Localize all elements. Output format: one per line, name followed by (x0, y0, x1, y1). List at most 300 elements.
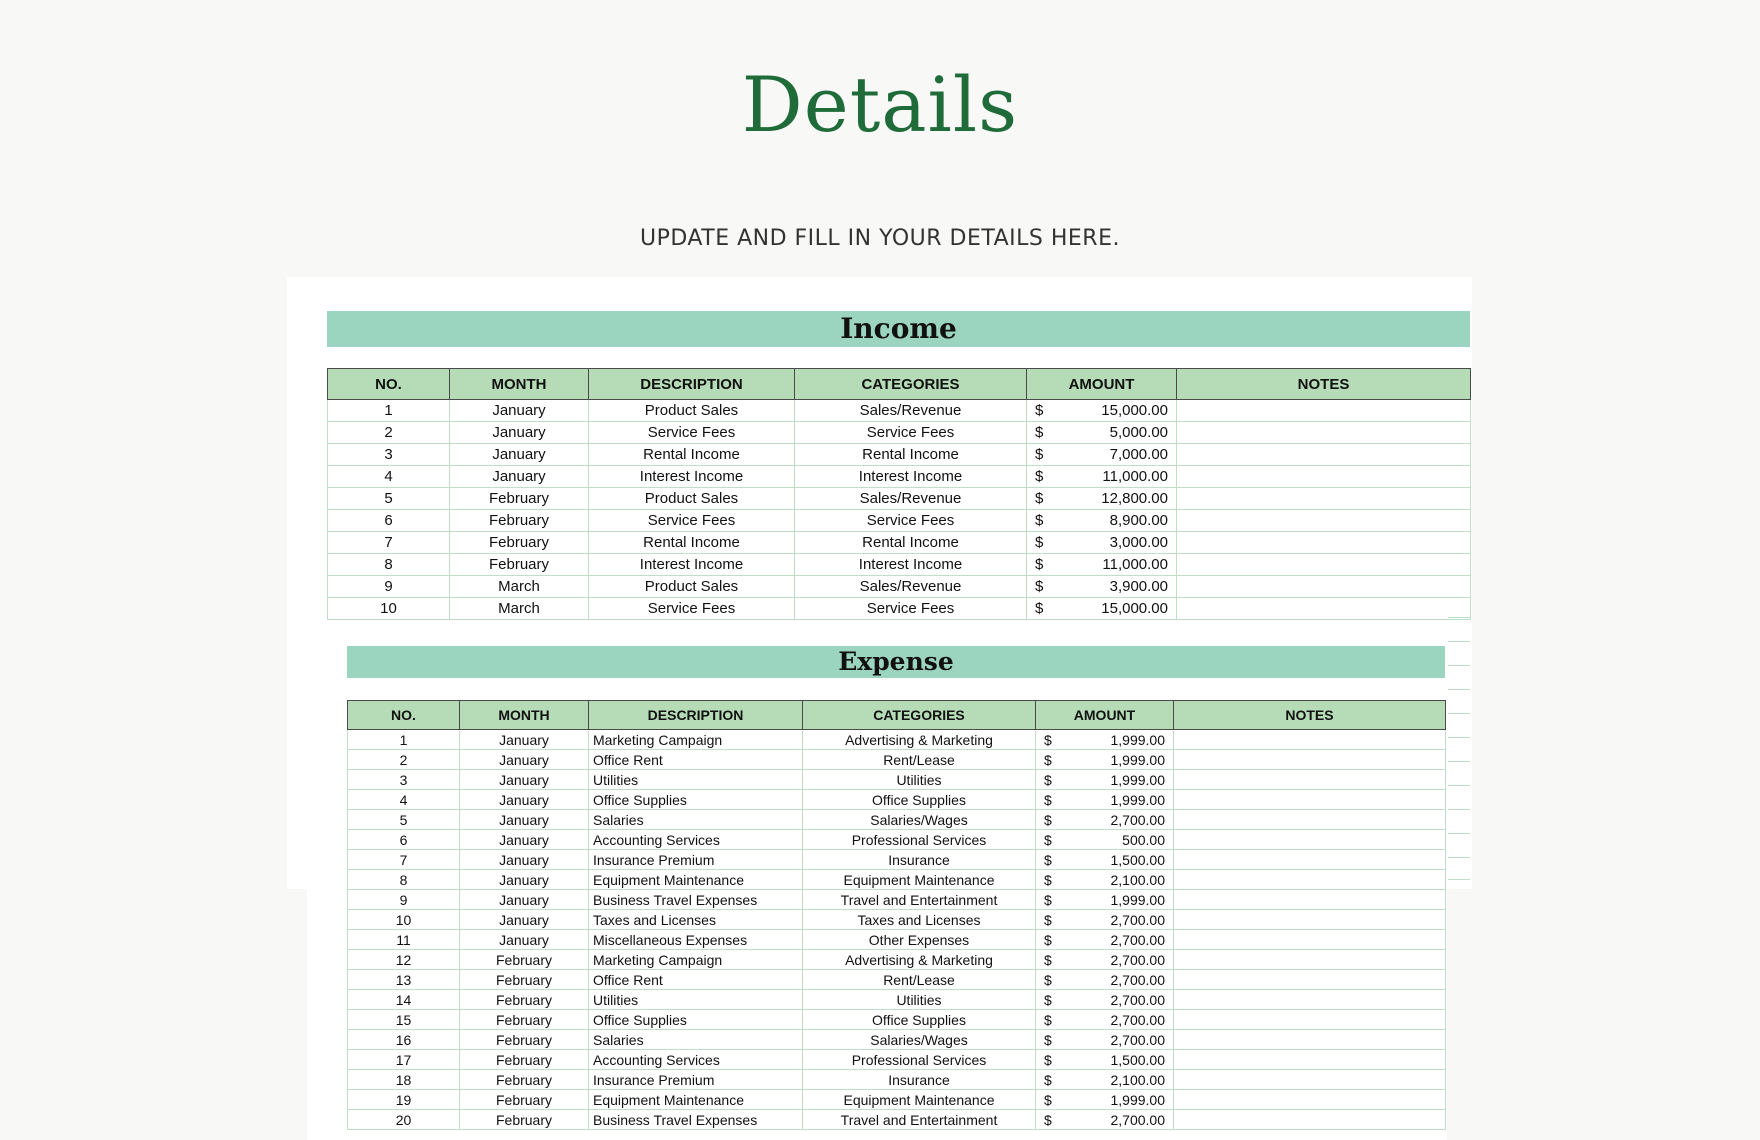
income-table (327, 368, 1471, 620)
table-row (348, 990, 1446, 1010)
amount-value: 11,000.00 (1102, 468, 1168, 485)
cell-notes[interactable] (1174, 910, 1446, 930)
currency-symbol: $ (1035, 446, 1044, 463)
amount-value: 1,999.00 (1110, 1091, 1165, 1108)
cell-amount[interactable] (1036, 1090, 1174, 1110)
cell-description[interactable]: Rental Income (589, 444, 795, 466)
cell-amount[interactable] (1036, 870, 1174, 890)
amount-value: 1,999.00 (1110, 731, 1165, 748)
table-row (348, 730, 1446, 750)
cell-description[interactable]: Office Supplies (589, 1010, 803, 1030)
currency-symbol: $ (1044, 1071, 1052, 1088)
cell-month[interactable]: February (460, 1030, 589, 1050)
cell-category[interactable]: Utilities (803, 990, 1036, 1010)
cell-no[interactable]: 7 (348, 850, 460, 870)
grid-line (1448, 617, 1470, 618)
cell-no[interactable]: 1 (328, 400, 450, 422)
cell-amount[interactable] (1036, 1070, 1174, 1090)
amount-value: 1,999.00 (1110, 771, 1165, 788)
cell-no[interactable]: 9 (348, 890, 460, 910)
table-row (348, 750, 1446, 770)
cell-notes[interactable] (1174, 830, 1446, 850)
column-header-month: MONTH (460, 701, 589, 730)
currency-symbol: $ (1035, 534, 1044, 551)
currency-symbol: $ (1035, 402, 1044, 419)
cell-description[interactable]: Office Rent (589, 970, 803, 990)
cell-amount[interactable] (1036, 770, 1174, 790)
cell-month[interactable]: February (460, 970, 589, 990)
cell-no[interactable]: 4 (328, 466, 450, 488)
cell-month[interactable]: January (460, 870, 589, 890)
currency-symbol: $ (1044, 751, 1052, 768)
amount-value: 2,700.00 (1110, 1111, 1165, 1128)
cell-category[interactable]: Rental Income (795, 532, 1027, 554)
cell-no[interactable]: 5 (348, 810, 460, 830)
cell-amount[interactable] (1036, 1010, 1174, 1030)
cell-category[interactable]: Office Supplies (803, 790, 1036, 810)
cell-notes[interactable] (1177, 598, 1471, 620)
table-row (348, 970, 1446, 990)
cell-category[interactable]: Professional Services (803, 830, 1036, 850)
cell-notes[interactable] (1174, 730, 1446, 750)
cell-no[interactable]: 10 (348, 910, 460, 930)
column-header-notes: NOTES (1177, 369, 1471, 400)
cell-category[interactable]: Sales/Revenue (795, 488, 1027, 510)
cell-category[interactable]: Interest Income (795, 466, 1027, 488)
table-row (348, 1110, 1446, 1130)
cell-no[interactable]: 19 (348, 1090, 460, 1110)
cell-amount[interactable] (1036, 730, 1174, 750)
cell-category[interactable]: Salaries/Wages (803, 1030, 1036, 1050)
cell-month[interactable]: February (450, 488, 589, 510)
currency-symbol: $ (1044, 851, 1052, 868)
cell-description[interactable]: Insurance Premium (589, 1070, 803, 1090)
amount-value: 3,900.00 (1109, 578, 1168, 595)
expense-header-row (348, 701, 1446, 730)
cell-category[interactable]: Service Fees (795, 510, 1027, 532)
cell-notes[interactable] (1174, 990, 1446, 1010)
grid-line (1448, 785, 1470, 786)
table-row (348, 830, 1446, 850)
grid-line (1448, 737, 1470, 738)
amount-value: 2,700.00 (1110, 971, 1165, 988)
amount-value: 2,700.00 (1110, 1031, 1165, 1048)
cell-month[interactable]: January (460, 910, 589, 930)
amount-value: 2,700.00 (1110, 911, 1165, 928)
cell-month[interactable]: March (450, 576, 589, 598)
cell-no[interactable]: 20 (348, 1110, 460, 1130)
cell-month[interactable]: January (450, 400, 589, 422)
table-row (348, 930, 1446, 950)
cell-notes[interactable] (1174, 1050, 1446, 1070)
cell-description[interactable]: Service Fees (589, 422, 795, 444)
cell-month[interactable]: January (460, 930, 589, 950)
cell-notes[interactable] (1177, 444, 1471, 466)
cell-no[interactable]: 6 (348, 830, 460, 850)
currency-symbol: $ (1044, 931, 1052, 948)
currency-symbol: $ (1044, 1031, 1052, 1048)
cell-notes[interactable] (1174, 1070, 1446, 1090)
table-row (328, 598, 1471, 620)
currency-symbol: $ (1035, 578, 1044, 595)
cell-category[interactable]: Salaries/Wages (803, 810, 1036, 830)
cell-notes[interactable] (1177, 400, 1471, 422)
currency-symbol: $ (1044, 871, 1052, 888)
grid-line (1448, 641, 1470, 642)
grid-line (1448, 857, 1470, 858)
cell-notes[interactable] (1174, 810, 1446, 830)
column-header-amount: AMOUNT (1027, 369, 1177, 400)
cell-notes[interactable] (1174, 1090, 1446, 1110)
cell-no[interactable]: 14 (348, 990, 460, 1010)
amount-value: 2,100.00 (1110, 871, 1165, 888)
currency-symbol: $ (1044, 1111, 1052, 1128)
cell-description[interactable]: Interest Income (589, 554, 795, 576)
cell-notes[interactable] (1174, 890, 1446, 910)
cell-month[interactable]: March (450, 598, 589, 620)
column-header-categories: CATEGORIES (803, 701, 1036, 730)
cell-amount[interactable] (1027, 510, 1177, 532)
cell-category[interactable]: Equipment Maintenance (803, 1090, 1036, 1110)
currency-symbol: $ (1044, 1091, 1052, 1108)
cell-category[interactable]: Advertising & Marketing (803, 950, 1036, 970)
table-row (348, 870, 1446, 890)
cell-amount[interactable] (1036, 830, 1174, 850)
cell-month[interactable]: February (460, 1050, 589, 1070)
cell-amount[interactable] (1027, 598, 1177, 620)
column-header-amount: AMOUNT (1036, 701, 1174, 730)
cell-category[interactable]: Travel and Entertainment (803, 890, 1036, 910)
cell-notes[interactable] (1174, 970, 1446, 990)
cell-description[interactable]: Accounting Services (589, 830, 803, 850)
currency-symbol: $ (1044, 1051, 1052, 1068)
cell-month[interactable]: February (460, 950, 589, 970)
currency-symbol: $ (1044, 1011, 1052, 1028)
cell-no[interactable]: 6 (328, 510, 450, 532)
cell-amount[interactable] (1036, 930, 1174, 950)
currency-symbol: $ (1035, 600, 1044, 617)
currency-symbol: $ (1035, 468, 1044, 485)
cell-amount[interactable] (1036, 950, 1174, 970)
table-row (328, 532, 1471, 554)
currency-symbol: $ (1035, 512, 1044, 529)
cell-amount[interactable] (1027, 400, 1177, 422)
amount-value: 15,000.00 (1101, 600, 1168, 617)
amount-value: 1,500.00 (1110, 851, 1165, 868)
grid-line (1448, 689, 1470, 690)
amount-value: 500.00 (1122, 831, 1165, 848)
amount-value: 3,000.00 (1109, 534, 1168, 551)
cell-notes[interactable] (1174, 1010, 1446, 1030)
currency-symbol: $ (1044, 951, 1052, 968)
currency-symbol: $ (1044, 971, 1052, 988)
grid-line (1448, 809, 1470, 810)
amount-value: 2,700.00 (1110, 931, 1165, 948)
cell-category[interactable]: Advertising & Marketing (803, 730, 1036, 750)
cell-amount[interactable] (1036, 1110, 1174, 1130)
cell-month[interactable]: February (460, 1110, 589, 1130)
grid-line (1448, 879, 1470, 880)
cell-notes[interactable] (1174, 750, 1446, 770)
table-row (348, 1030, 1446, 1050)
cell-amount[interactable] (1036, 1050, 1174, 1070)
cell-month[interactable]: January (460, 850, 589, 870)
cell-month[interactable]: February (450, 510, 589, 532)
cell-month[interactable]: January (450, 466, 589, 488)
cell-amount[interactable] (1027, 422, 1177, 444)
grid-line (1448, 761, 1470, 762)
cell-amount[interactable] (1027, 554, 1177, 576)
cell-no[interactable]: 3 (348, 770, 460, 790)
cell-description[interactable]: Marketing Campaign (589, 950, 803, 970)
cell-category[interactable]: Insurance (803, 850, 1036, 870)
amount-value: 11,000.00 (1102, 556, 1168, 573)
income-heading: Income (327, 311, 1470, 347)
cell-month[interactable]: January (460, 790, 589, 810)
page-subtitle: UPDATE AND FILL IN YOUR DETAILS HERE. (639, 226, 1120, 251)
cell-category[interactable]: Rent/Lease (803, 750, 1036, 770)
amount-value: 15,000.00 (1101, 402, 1168, 419)
cell-category[interactable]: Service Fees (795, 598, 1027, 620)
cell-category[interactable]: Office Supplies (803, 1010, 1036, 1030)
column-header-description: DESCRIPTION (589, 369, 795, 400)
cell-category[interactable]: Rental Income (795, 444, 1027, 466)
cell-no[interactable]: 3 (328, 444, 450, 466)
cell-month[interactable]: February (460, 990, 589, 1010)
cell-description[interactable]: Insurance Premium (589, 850, 803, 870)
currency-symbol: $ (1035, 556, 1044, 573)
cell-description[interactable]: Marketing Campaign (589, 730, 803, 750)
cell-description[interactable]: Office Supplies (589, 790, 803, 810)
table-row (328, 576, 1471, 598)
cell-description[interactable]: Product Sales (589, 488, 795, 510)
table-row (348, 950, 1446, 970)
cell-amount[interactable] (1036, 810, 1174, 830)
cell-notes[interactable] (1177, 554, 1471, 576)
cell-notes[interactable] (1174, 950, 1446, 970)
cell-no[interactable]: 7 (328, 532, 450, 554)
cell-month[interactable]: February (460, 1070, 589, 1090)
column-header-description: DESCRIPTION (589, 701, 803, 730)
cell-description[interactable]: Product Sales (589, 576, 795, 598)
table-row (348, 890, 1446, 910)
cell-description[interactable]: Utilities (589, 990, 803, 1010)
cell-notes[interactable] (1177, 466, 1471, 488)
cell-amount[interactable] (1027, 444, 1177, 466)
cell-notes[interactable] (1174, 870, 1446, 890)
cell-month[interactable]: February (450, 532, 589, 554)
table-row (348, 910, 1446, 930)
cell-amount[interactable] (1036, 850, 1174, 870)
cell-month[interactable]: February (460, 1090, 589, 1110)
cell-category[interactable]: Travel and Entertainment (803, 1110, 1036, 1130)
cell-no[interactable]: 16 (348, 1030, 460, 1050)
grid-line (1448, 833, 1470, 834)
cell-description[interactable]: Service Fees (589, 598, 795, 620)
cell-month[interactable]: January (460, 890, 589, 910)
table-row (328, 466, 1471, 488)
table-row (328, 400, 1471, 422)
amount-value: 2,100.00 (1110, 1071, 1165, 1088)
cell-month[interactable]: January (460, 770, 589, 790)
grid-line (1448, 665, 1470, 666)
currency-symbol: $ (1035, 490, 1044, 507)
cell-no[interactable]: 5 (328, 488, 450, 510)
cell-month[interactable]: January (450, 422, 589, 444)
table-row (348, 810, 1446, 830)
currency-symbol: $ (1044, 831, 1052, 848)
amount-value: 1,999.00 (1110, 891, 1165, 908)
cell-notes[interactable] (1177, 576, 1471, 598)
cell-category[interactable]: Interest Income (795, 554, 1027, 576)
cell-no[interactable]: 8 (348, 870, 460, 890)
amount-value: 2,700.00 (1110, 811, 1165, 828)
expense-heading: Expense (347, 646, 1445, 678)
column-header-notes: NOTES (1174, 701, 1446, 730)
column-header-no: NO. (328, 369, 450, 400)
cell-month[interactable]: January (460, 750, 589, 770)
currency-symbol: $ (1044, 731, 1052, 748)
currency-symbol: $ (1044, 891, 1052, 908)
cell-no[interactable]: 8 (328, 554, 450, 576)
cell-notes[interactable] (1174, 790, 1446, 810)
table-row (348, 1010, 1446, 1030)
cell-category[interactable]: Professional Services (803, 1050, 1036, 1070)
cell-notes[interactable] (1174, 1110, 1446, 1130)
cell-category[interactable]: Sales/Revenue (795, 576, 1027, 598)
cell-category[interactable]: Equipment Maintenance (803, 870, 1036, 890)
cell-category[interactable]: Sales/Revenue (795, 400, 1027, 422)
cell-description[interactable]: Salaries (589, 1030, 803, 1050)
table-row (348, 1050, 1446, 1070)
currency-symbol: $ (1035, 424, 1044, 441)
cell-amount[interactable] (1027, 576, 1177, 598)
cell-notes[interactable] (1177, 510, 1471, 532)
cell-no[interactable]: 2 (328, 422, 450, 444)
table-row (328, 444, 1471, 466)
currency-symbol: $ (1044, 911, 1052, 928)
cell-amount[interactable] (1027, 488, 1177, 510)
cell-no[interactable]: 4 (348, 790, 460, 810)
cell-no[interactable]: 12 (348, 950, 460, 970)
cell-category[interactable]: Utilities (803, 770, 1036, 790)
cell-description[interactable]: Salaries (589, 810, 803, 830)
page-title: Details (741, 60, 1019, 149)
cell-description[interactable]: Office Rent (589, 750, 803, 770)
amount-value: 8,900.00 (1109, 512, 1168, 529)
cell-notes[interactable] (1174, 850, 1446, 870)
cell-notes[interactable] (1177, 422, 1471, 444)
amount-value: 1,999.00 (1110, 791, 1165, 808)
cell-description[interactable]: Rental Income (589, 532, 795, 554)
column-header-categories: CATEGORIES (795, 369, 1027, 400)
cell-amount[interactable] (1036, 990, 1174, 1010)
cell-amount[interactable] (1036, 890, 1174, 910)
cell-no[interactable]: 18 (348, 1070, 460, 1090)
amount-value: 7,000.00 (1109, 446, 1168, 463)
currency-symbol: $ (1044, 791, 1052, 808)
table-row (348, 1070, 1446, 1090)
cell-category[interactable]: Service Fees (795, 422, 1027, 444)
cell-no[interactable]: 2 (348, 750, 460, 770)
cell-no[interactable]: 10 (328, 598, 450, 620)
cell-no[interactable]: 11 (348, 930, 460, 950)
cell-month[interactable]: January (460, 810, 589, 830)
cell-amount[interactable] (1027, 532, 1177, 554)
cell-amount[interactable] (1036, 910, 1174, 930)
cell-month[interactable]: February (450, 554, 589, 576)
cell-amount[interactable] (1027, 466, 1177, 488)
cell-notes[interactable] (1177, 532, 1471, 554)
currency-symbol: $ (1044, 771, 1052, 788)
cell-description[interactable]: Equipment Maintenance (589, 1090, 803, 1110)
cell-month[interactable]: January (460, 730, 589, 750)
cell-no[interactable]: 9 (328, 576, 450, 598)
table-row (328, 554, 1471, 576)
cell-amount[interactable] (1036, 1030, 1174, 1050)
amount-value: 1,500.00 (1110, 1051, 1165, 1068)
cell-notes[interactable] (1177, 488, 1471, 510)
cell-no[interactable]: 15 (348, 1010, 460, 1030)
cell-month[interactable]: January (450, 444, 589, 466)
table-row (348, 1090, 1446, 1110)
cell-no[interactable]: 1 (348, 730, 460, 750)
amount-value: 1,999.00 (1110, 751, 1165, 768)
cell-amount[interactable] (1036, 750, 1174, 770)
cell-category[interactable]: Rent/Lease (803, 970, 1036, 990)
cell-description[interactable]: Product Sales (589, 400, 795, 422)
grid-line (1448, 713, 1470, 714)
cell-month[interactable]: February (460, 1010, 589, 1030)
cell-category[interactable]: Insurance (803, 1070, 1036, 1090)
amount-value: 2,700.00 (1110, 951, 1165, 968)
cell-month[interactable]: January (460, 830, 589, 850)
cell-description[interactable]: Equipment Maintenance (589, 870, 803, 890)
cell-no[interactable]: 13 (348, 970, 460, 990)
cell-amount[interactable] (1036, 790, 1174, 810)
cell-description[interactable]: Miscellaneous Expenses (589, 930, 803, 950)
table-row (328, 488, 1471, 510)
cell-notes[interactable] (1174, 930, 1446, 950)
cell-description[interactable]: Business Travel Expenses (589, 1110, 803, 1130)
cell-category[interactable]: Taxes and Licenses (803, 910, 1036, 930)
cell-description[interactable]: Taxes and Licenses (589, 910, 803, 930)
amount-value: 2,700.00 (1110, 1011, 1165, 1028)
column-header-no: NO. (348, 701, 460, 730)
cell-description[interactable]: Business Travel Expenses (589, 890, 803, 910)
cell-notes[interactable] (1174, 1030, 1446, 1050)
column-header-month: MONTH (450, 369, 589, 400)
table-row (328, 422, 1471, 444)
cell-description[interactable]: Interest Income (589, 466, 795, 488)
cell-notes[interactable] (1174, 770, 1446, 790)
cell-description[interactable]: Service Fees (589, 510, 795, 532)
expense-table (347, 700, 1446, 1130)
cell-amount[interactable] (1036, 970, 1174, 990)
table-row (348, 790, 1446, 810)
cell-description[interactable]: Utilities (589, 770, 803, 790)
cell-description[interactable]: Accounting Services (589, 1050, 803, 1070)
amount-value: 5,000.00 (1109, 424, 1168, 441)
cell-no[interactable]: 17 (348, 1050, 460, 1070)
cell-category[interactable]: Other Expenses (803, 930, 1036, 950)
table-row (348, 850, 1446, 870)
currency-symbol: $ (1044, 811, 1052, 828)
amount-value: 2,700.00 (1110, 991, 1165, 1008)
income-header-row (328, 369, 1471, 400)
table-row (328, 510, 1471, 532)
currency-symbol: $ (1044, 991, 1052, 1008)
